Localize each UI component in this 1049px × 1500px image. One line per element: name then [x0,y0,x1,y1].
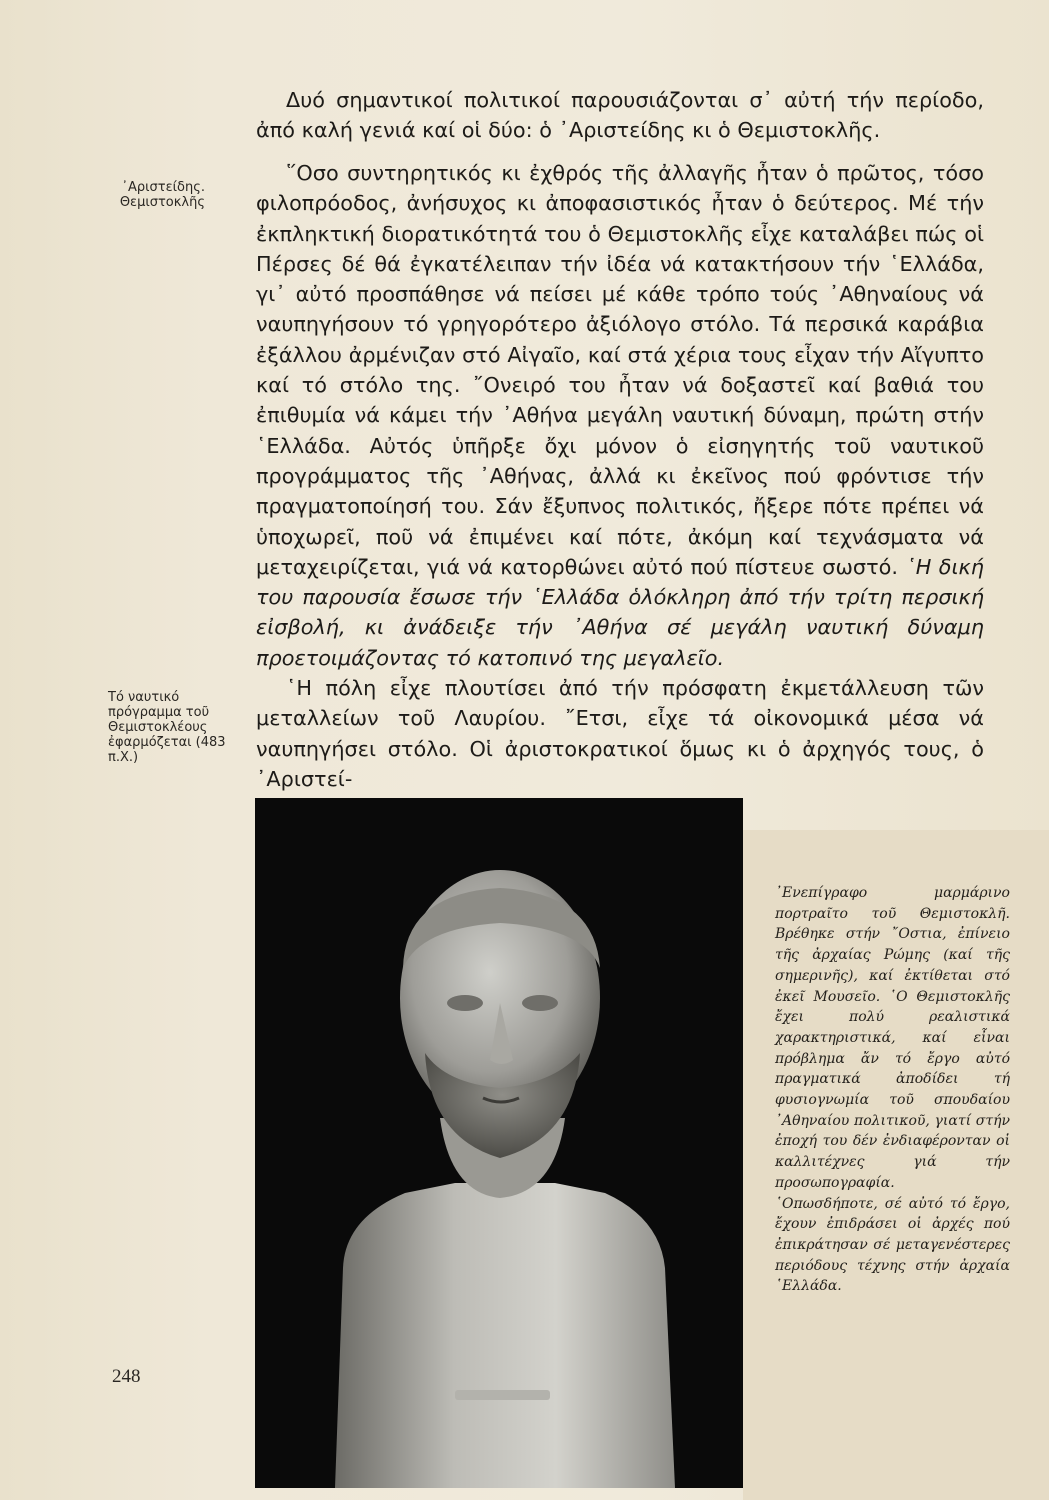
margin-note-naval-program: Τό ναυτικό πρόγραμμα τοῦ Θεμιστοκλέους ἐφαρμόζεται (483 π.Χ.) [108,690,226,765]
caption-paragraph: ᾿Ενεπίγραφο μαρμάρινο πορτραῖτο τοῦ Θεμιστοκλῆ. Βρέθηκε στήν ῎Οστια, ἐπίνειο τῆς ἀρχαίας Ρώμης (καί τῆς σημερινῆς), καί ἐκτίθεται στό ἐκεῖ Μουσεῖο. ῾Ο Θεμιστοκλῆς ἔχει πολύ ρεαλιστικά χαρακτηριστικά, καί εἶναι πρόβλημα ἄν τό ἔργο αὐτό πραγματικά ἀποδίδει τή φυσιογνωμία τοῦ σπουδαίου ᾿Αθηναίου πολιτικοῦ, γιατί στήν ἐποχή του δέν ἐνδιαφέρονταν οἱ καλλιτέχνες γιά τήν προσωπογραφία. [775,885,1010,1191]
bust-illustration [255,798,743,1488]
regular-text: ῞Οσο συντηρητικός κι ἐχθρός τῆς ἀλλαγῆς ἦταν ὁ πρῶτος, τόσο φιλοπρόοδος, ἀνήσυχος κι ἀποφασιστικός ἦταν ὁ δεύτερος. Μέ τήν ἐκπληκτική διορατικότητά του ὁ Θεμιστοκλῆς εἶχε καταλάβει πώς οἱ Πέρσες δέ θά ἐγκατέλειπαν τήν ἰδέα νά κατακτήσουν τήν ῾Ελλάδα, γι᾿ αὐτό προσπάθησε νά πείσει μέ κάθε τρόπο τούς ᾿Αθηναίους νά ναυπηγήσουν τό γρηγορότερο ἀξιόλογο στόλο. Τά περσικά καράβια ἐξάλλου ἀρμένιζαν στό Αἰγαῖο, καί στά χέρια τους εἶχαν τήν Αἴγυπτο καί τό στόλο της. ῎Ονειρό του ἦταν νά δοξαστεῖ καί βαθιά του ἐπιθυμία νά κάμει τήν ᾿Αθήνα μεγάλη ναυτική δύναμη, πρώτη στήν ῾Ελλάδα. Αὐτός ὑπῆρξε ὄχι μόνον ὁ εἰσηγητής τοῦ ναυτικοῦ προγράμματος τῆς ᾿Αθήνας, ἀλλά κι ἐκεῖνος πού φρόντισε τήν πραγματοποίησή του. Σάν ἔξυπνος πολιτικός, ἤξερε πότε πρέπει νά ὑποχωρεῖ, ποῦ νά ἐπιμένει καί πότε, ἀκόμη καί τεχνάσματα νά μεταχειρίζεται, γιά νά κατορθώνει αὐτό πού πίστευε σωστό. [256,161,984,579]
body-paragraph-2 [256,158,984,673]
italic-emphasis: ῾Η δική του παρουσία ἔσωσε τήν ῾Ελλάδα ὁλόκληρη ἀπό τήν τρίτη περσική εἰσβολή, κι ἀνάδειξε τήν ᾿Αθήνα σέ μεγάλη ναυτική δύναμη προετοιμάζοντας τό κατοπινό της μεγαλεῖο. [256,554,984,670]
caption-paragraph: ῾Οπωσδήποτε, σέ αὐτό τό ἔργο, ἔχουν ἐπιδράσει οἱ ἀρχές πού ἐπικράτησαν σέ μεταγενέστερες περιόδους τέχνης στήν ἀρχαία ῾Ελλάδα. [775,1195,1010,1295]
paragraph-text [256,158,984,673]
body-paragraph-1 [256,85,984,146]
body-paragraph-3 [256,673,984,794]
paragraph-text: Δυό σημαντικοί πολιτικοί παρουσιάζονται σ᾿ αὐτή τήν περίοδο, ἀπό καλή γενιά καί οἱ δύο: ὁ ᾿Αριστείδης κι ὁ Θεμιστοκλῆς. [256,88,984,143]
paragraph-text: ῾Η πόλη εἶχε πλουτίσει ἀπό τήν πρόσφατη ἐκμετάλλευση τῶν μεταλλείων τοῦ Λαυρίου. ῎Ετσι, εἶχε τά οἰκονομικά μέσα νά ναυπηγήσει στόλο. Οἱ ἀριστοκρατικοί ὅμως κι ὁ ἀρχηγός τους, ὁ ᾿Αριστεί- [256,676,984,791]
margin-note-aristeides-themistokles: ᾿Αριστείδης. Θεμιστοκλῆς [119,180,205,210]
themistokles-bust-photo [255,798,743,1488]
page-number: 248 [112,1366,141,1387]
photo-caption [775,883,1010,1297]
